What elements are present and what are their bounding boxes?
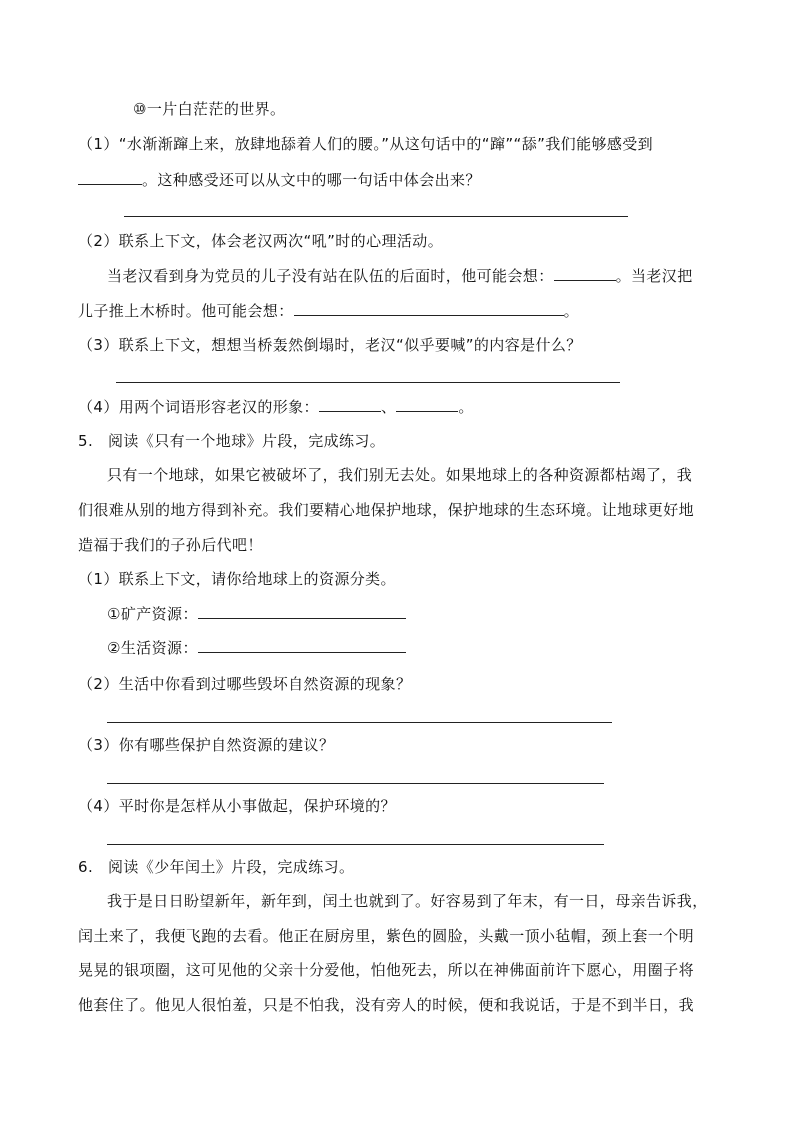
answer-blank[interactable] bbox=[294, 301, 564, 316]
section-6-heading: 6. 阅读《少年闰土》片段，完成练习。 bbox=[78, 858, 355, 876]
answer-line[interactable] bbox=[124, 216, 628, 217]
question-2-prompt-b: 儿子推上木桥时。他可能会想： 。 bbox=[78, 302, 580, 320]
question-1-continued: 。这种感受还可以从文中的哪一句话中体会出来？ bbox=[78, 170, 481, 190]
question-1: （1）“水渐渐蹿上来，放肆地舔着人们的腰。”从这句话中的“蹿”“舔”我们能够感受到 bbox=[78, 135, 654, 153]
section-5-question-3: （3）你有哪些保护自然资源的建议？ bbox=[78, 736, 335, 754]
passage-5-line-2: 们很难从别的地方得到补充。我们要精心地保护地球，保护地球的生态环境。让地球更好地 bbox=[78, 501, 695, 519]
passage-6-line-1: 我于是日日盼望新年，新年到，闰土也就到了。好容易到了年末，有一日，母亲告诉我， bbox=[107, 892, 708, 910]
passage-5-line-3: 造福于我们的子孙后代吧！ bbox=[78, 536, 263, 554]
answer-blank[interactable] bbox=[198, 604, 406, 619]
question-2-prompt-a: 当老汉看到身为党员的儿子没有站在队伍的后面时，他可能会想： 。当老汉把 bbox=[107, 267, 693, 285]
question-3: （3）联系上下文，想想当桥轰然倒塌时，老汉“似乎要喊”的内容是什么？ bbox=[78, 336, 582, 354]
question-2: （2）联系上下文，体会老汉两次“吼”时的心理活动。 bbox=[78, 232, 444, 250]
passage-5-line-1: 只有一个地球，如果它被破坏了，我们别无去处。如果地球上的各种资源都枯竭了，我 bbox=[107, 466, 693, 484]
section-5-question-2: （2）生活中你看到过哪些毁坏自然资源的现象？ bbox=[78, 675, 412, 693]
section-5-heading: 5. 阅读《只有一个地球》片段，完成练习。 bbox=[78, 432, 386, 450]
answer-blank[interactable] bbox=[396, 397, 458, 412]
answer-blank[interactable] bbox=[319, 397, 381, 412]
section-5-question-1: （1）联系上下文，请你给地球上的资源分类。 bbox=[78, 570, 396, 588]
answer-line[interactable] bbox=[107, 844, 604, 845]
answer-blank[interactable] bbox=[78, 170, 142, 185]
passage-6-line-2: 闰土来了，我便飞跑的去看。他正在厨房里，紫色的圆脸，头戴一顶小毡帽，颈上套一个明 bbox=[78, 927, 695, 945]
answer-line[interactable] bbox=[107, 722, 612, 723]
passage-6-line-4: 他套住了。他见人很怕羞，只是不怕我，没有旁人的时候，便和我说话，于是不到半日，我 bbox=[78, 996, 695, 1014]
item-10-text: ⑩一片白茫茫的世界。 bbox=[133, 100, 286, 118]
section-5-question-4: （4）平时你是怎样从小事做起，保护环境的？ bbox=[78, 797, 396, 815]
answer-line[interactable] bbox=[116, 382, 620, 383]
mineral-resources-prompt: ①矿产资源： bbox=[107, 604, 406, 624]
answer-line[interactable] bbox=[107, 783, 604, 784]
question-4: （4）用两个词语形容老汉的形象： 、 。 bbox=[78, 398, 474, 416]
answer-blank[interactable] bbox=[554, 266, 616, 281]
passage-6-line-3: 晃晃的银项圈，这可见他的父亲十分爱他，怕他死去，所以在神佛面前许下愿心，用圈子将 bbox=[78, 961, 695, 979]
living-resources-prompt: ②生活资源： bbox=[107, 638, 406, 658]
answer-blank[interactable] bbox=[198, 638, 406, 653]
